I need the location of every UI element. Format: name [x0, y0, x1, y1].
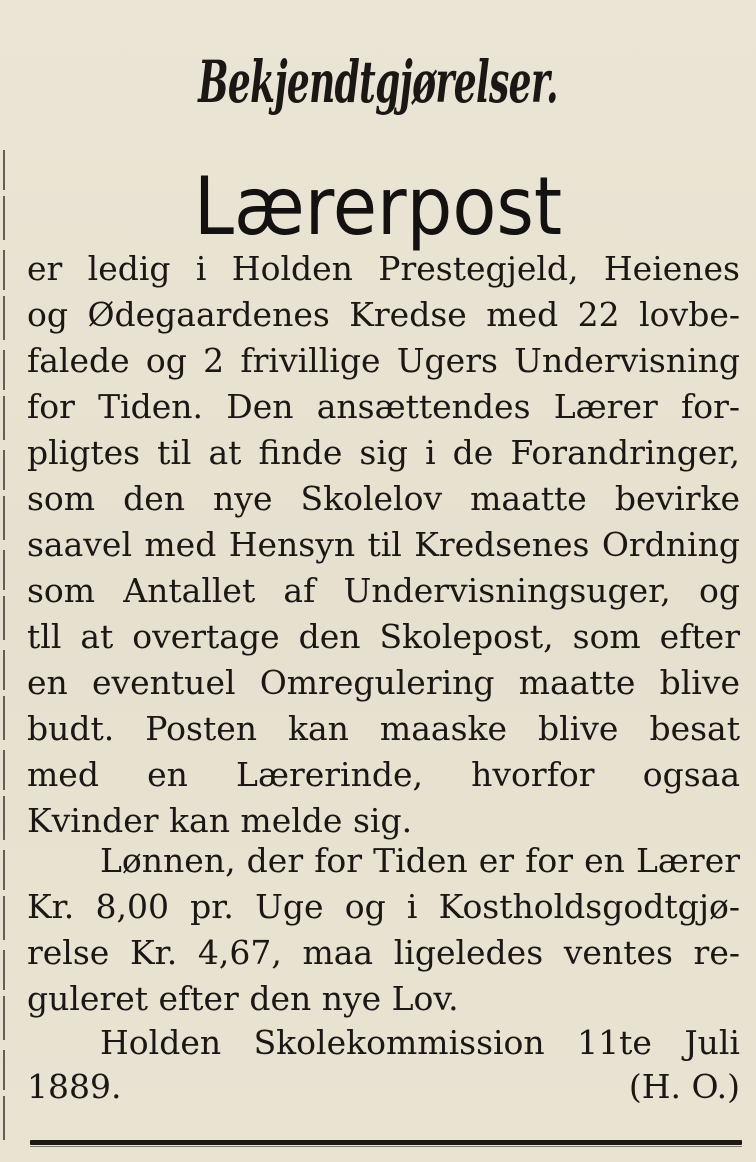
body-line: og Ødegaardenes Kredse med 22 lovbe-: [27, 295, 740, 334]
body-line: tll at overtage den Skolepost, som efter: [27, 617, 740, 656]
body-line: Kvinder kan melde sig.: [27, 801, 413, 840]
body-line: en eventuel Omregulering maatte blive: [27, 663, 740, 702]
bottom-rule: [30, 1140, 742, 1145]
body-line: er ledig i Holden Prestegjeld, Heienes: [27, 249, 740, 288]
column-rule: [3, 150, 5, 1150]
body-line: Lønnen, der for Tiden er for en Lærer: [100, 841, 740, 880]
body-line: budt. Posten kan maaske blive besat: [27, 709, 740, 748]
body-line: som Antallet af Undervisningsuger, og: [27, 571, 740, 610]
signature-initials: (H. O.): [628, 1067, 740, 1106]
body-line: Kr. 8,00 pr. Uge og i Kostholdsgodtgjø-: [27, 887, 740, 926]
body-line: saavel med Hensyn til Kredsenes Ordning: [27, 525, 740, 564]
body-line: guleret efter den nye Lov.: [27, 979, 459, 1018]
body-line: med en Lærerinde, hvorfor ogsaa: [27, 755, 740, 794]
body-line: relse Kr. 4,67, maa ligeledes ventes re-: [27, 933, 740, 972]
bottom-rule-thin: [30, 1146, 742, 1147]
body-line: som den nye Skolelov maatte bevirke: [27, 479, 740, 518]
signature-year: 1889.: [27, 1067, 122, 1106]
body-line: for Tiden. Den ansættendes Lærer for-: [27, 387, 740, 426]
signature-line: Holden Skolekommission 11te Juli: [100, 1023, 740, 1062]
notice-title: Lærerpost: [193, 160, 563, 253]
section-heading: Bekjendtgjørelser.: [198, 48, 558, 116]
body-line: pligtes til at finde sig i de Forandringer,: [27, 433, 740, 472]
body-line: falede og 2 frivillige Ugers Undervisning: [27, 341, 740, 380]
